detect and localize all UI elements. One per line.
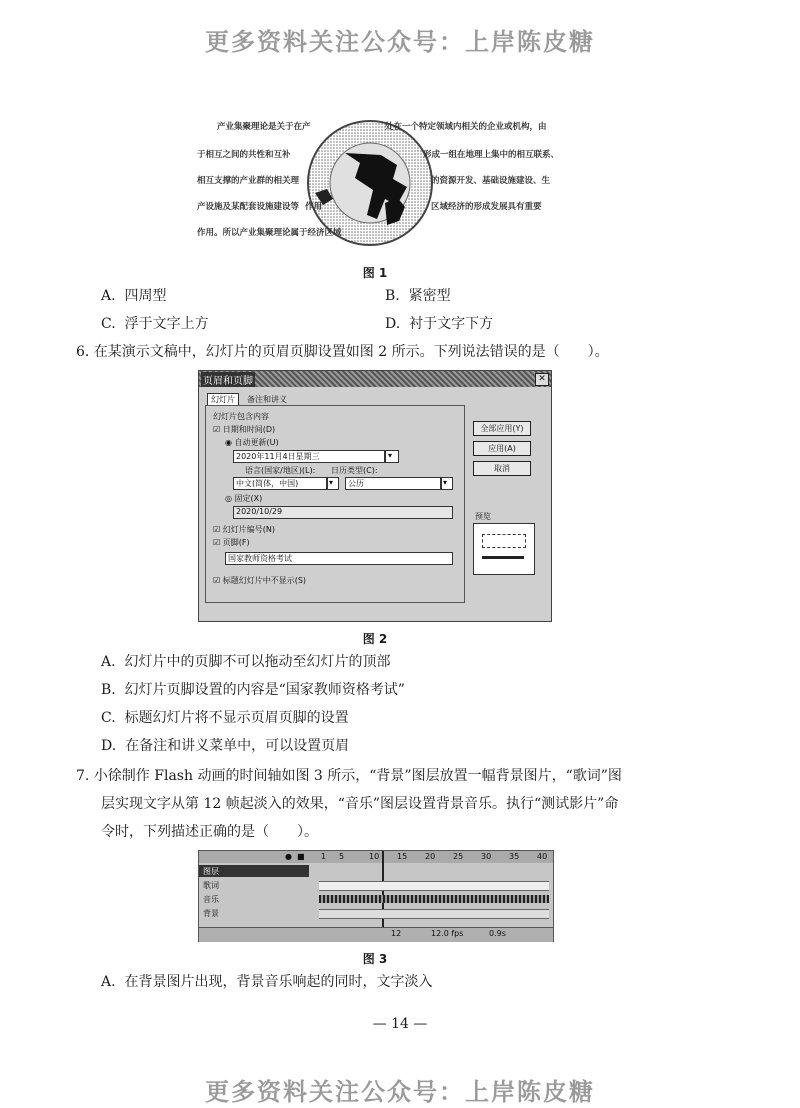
footer-label: 页脚(F) xyxy=(222,538,250,547)
language-label: 语言(国家/地区)(L): xyxy=(245,466,316,475)
fig1-text-line: 的资源开发、基础设施建设、生 xyxy=(431,176,551,186)
dialog-title: 页眉和页脚 xyxy=(201,372,255,387)
q7-stem-line3: 令时，下列描述正确的是（ ）。 xyxy=(101,824,318,840)
option-text: 幻灯片页脚设置的内容是“国家教师资格考试” xyxy=(124,682,405,698)
ruler-tick: 25 xyxy=(453,852,464,861)
q6-option-d xyxy=(101,736,349,756)
ruler-tick: 10 xyxy=(369,852,380,861)
background-frames[interactable] xyxy=(319,909,549,919)
layer-row[interactable] xyxy=(199,879,309,891)
q6-option-a xyxy=(101,652,390,672)
ruler-tick: 30 xyxy=(481,852,492,861)
calendar-dropdown-icon[interactable]: ▾ xyxy=(441,477,453,490)
layer-name: 歌词 xyxy=(203,881,219,890)
figure-3-caption: 图 3 xyxy=(362,952,388,966)
calendar-select[interactable] xyxy=(345,477,441,490)
ruler-tick: 15 xyxy=(397,852,408,861)
ruler-tick: 5 xyxy=(339,852,345,861)
elapsed-time: 0.9s xyxy=(489,929,506,938)
layer-name: 图层 xyxy=(203,867,219,876)
preview-placeholder xyxy=(482,534,526,548)
date-value: 2020年11月4日星期三 xyxy=(236,452,320,461)
slide-number-checkbox[interactable]: ☑ 幻灯片编号(N) xyxy=(213,525,275,534)
language-dropdown-icon[interactable]: ▾ xyxy=(327,477,339,490)
option-label: A. xyxy=(101,288,116,304)
title-slide-label: 标题幻灯片中不显示(S) xyxy=(222,576,307,585)
frame-rate: 12.0 fps xyxy=(431,929,464,938)
q5-option-b xyxy=(385,286,451,306)
option-label: D. xyxy=(385,316,401,332)
preview-footer-bar xyxy=(482,556,524,559)
tab-notes-handouts[interactable]: 备注和讲义 xyxy=(247,395,287,404)
watermark-bottom: 更多资料关注公众号：上岸陈皮糖 xyxy=(205,1078,595,1106)
q7-stem-line2: 层实现文字从第 12 帧起淡入的效果，“音乐”图层设置背景音乐。执行“测试影片”命 xyxy=(101,796,619,812)
figure-2-dialog xyxy=(198,370,552,622)
footer-value: 国家教师资格考试 xyxy=(228,554,292,563)
ruler-tick: 40 xyxy=(537,852,548,861)
fig1-text-line: 处在一个特定领域内相关的企业或机构，由 xyxy=(385,122,547,132)
figure-2-caption: 图 2 xyxy=(362,632,388,646)
calendar-value: 公历 xyxy=(348,479,364,488)
q7-option-a xyxy=(101,972,432,992)
preview-box xyxy=(473,523,535,575)
watermark-top: 更多资料关注公众号：上岸陈皮糖 xyxy=(205,28,595,56)
option-text: 幻灯片中的页脚不可以拖动至幻灯片的顶部 xyxy=(124,654,391,670)
q5-option-d xyxy=(385,314,493,334)
auto-update-radio[interactable]: ◉ 自动更新(U) xyxy=(225,438,279,447)
cancel-button[interactable]: 取消 xyxy=(473,461,531,476)
fig1-text-line: 形成一组在地理上集中的相互联系、 xyxy=(423,150,560,160)
datetime-checkbox[interactable]: ☑ 日期和时间(D) xyxy=(213,425,276,434)
close-icon[interactable]: ✕ xyxy=(535,373,549,386)
fig1-text-line: 作用 xyxy=(305,202,323,212)
title-slide-checkbox[interactable]: ☑ 标题幻灯片中不显示(S) xyxy=(213,576,307,585)
layer-name: 背景 xyxy=(203,909,219,918)
figure-3-timeline xyxy=(198,850,554,942)
figure-1 xyxy=(195,108,575,258)
option-label: D. xyxy=(101,738,117,754)
fixed-input[interactable] xyxy=(233,506,453,519)
option-text: 在备注和讲义菜单中，可以设置页眉 xyxy=(125,738,350,754)
slide-number-label: 幻灯片编号(N) xyxy=(222,525,275,534)
fixed-label: 固定(X) xyxy=(234,494,263,503)
fixed-radio[interactable]: ◎ 固定(X) xyxy=(225,494,263,503)
language-select[interactable] xyxy=(233,477,327,490)
option-label: B. xyxy=(101,682,116,698)
preview-label: 预览 xyxy=(475,512,491,521)
option-text: 在背景图片出现，背景音乐响起的同时，文字淡入 xyxy=(124,974,433,990)
auto-update-label: 自动更新(U) xyxy=(234,438,279,447)
option-text: 浮于文字上方 xyxy=(124,316,209,332)
apply-button[interactable]: 应用(A) xyxy=(473,441,531,456)
layer-row[interactable] xyxy=(199,893,309,905)
footer-checkbox[interactable]: ☑ 页脚(F) xyxy=(213,538,250,547)
ruler-tick: 1 xyxy=(321,852,327,861)
apply-all-button[interactable]: 全部应用(Y) xyxy=(473,421,531,436)
option-text: 四周型 xyxy=(124,288,167,304)
lock-icon[interactable]: ■ xyxy=(297,852,305,861)
layer-name: 音乐 xyxy=(203,895,219,904)
group-label: 幻灯片包含内容 xyxy=(213,412,269,421)
q5-option-a xyxy=(101,286,166,306)
option-text: 衬于文字下方 xyxy=(409,316,494,332)
eye-icon[interactable]: ● xyxy=(285,852,292,861)
fig1-text-line: 产设施及某配套设施建设等 xyxy=(197,202,300,212)
datetime-label: 日期和时间(D) xyxy=(222,425,276,434)
fig1-text-line: 产业集聚理论是关于在产 xyxy=(217,122,311,132)
option-text: 紧密型 xyxy=(408,288,451,304)
option-label: A. xyxy=(101,974,116,990)
tab-slides[interactable]: 幻灯片 xyxy=(207,393,239,406)
fig1-text-line: 相互支撑的产业群的相关理 xyxy=(197,176,300,186)
lyrics-frames[interactable] xyxy=(319,881,549,891)
calendar-label: 日历类型(C): xyxy=(331,466,378,475)
language-value: 中文(简体，中国) xyxy=(236,479,299,488)
q7-stem-line1: 7. 小徐制作 Flash 动画的时间轴如图 3 所示，“背景”图层放置一幅背景图片，“歌词”图 xyxy=(76,768,622,784)
ruler-tick: 20 xyxy=(425,852,436,861)
q5-option-c xyxy=(101,314,209,334)
page-number: — 14 — xyxy=(372,1016,428,1032)
figure-1-caption: 图 1 xyxy=(362,266,388,280)
fig1-text-line: 于相互之间的共性和互补 xyxy=(197,150,291,160)
fig1-text-line: 作用。所以产业集聚理论属于经济区域 xyxy=(197,228,342,238)
q6-stem: 6. 在某演示文稿中，幻灯片的页眉页脚设置如图 2 所示。下列说法错误的是（ ）。 xyxy=(76,344,609,360)
option-label: A. xyxy=(101,654,116,670)
fig1-text-line: 区域经济的形成发展具有重要 xyxy=(431,202,542,212)
ruler-tick: 35 xyxy=(509,852,520,861)
q6-option-c xyxy=(101,708,349,728)
footer-input[interactable] xyxy=(225,552,453,565)
option-label: B. xyxy=(385,288,400,304)
current-frame: 12 xyxy=(391,929,402,938)
option-label: C. xyxy=(101,316,116,332)
date-select[interactable] xyxy=(233,450,385,463)
music-waveform[interactable] xyxy=(319,895,549,903)
fixed-value: 2020/10/29 xyxy=(236,507,283,516)
layer-row-selected[interactable] xyxy=(199,865,309,877)
layer-row[interactable] xyxy=(199,907,309,919)
option-text: 标题幻灯片将不显示页眉页脚的设置 xyxy=(124,710,349,726)
q6-option-b xyxy=(101,680,405,700)
option-label: C. xyxy=(101,710,116,726)
date-dropdown-icon[interactable]: ▾ xyxy=(385,450,399,463)
